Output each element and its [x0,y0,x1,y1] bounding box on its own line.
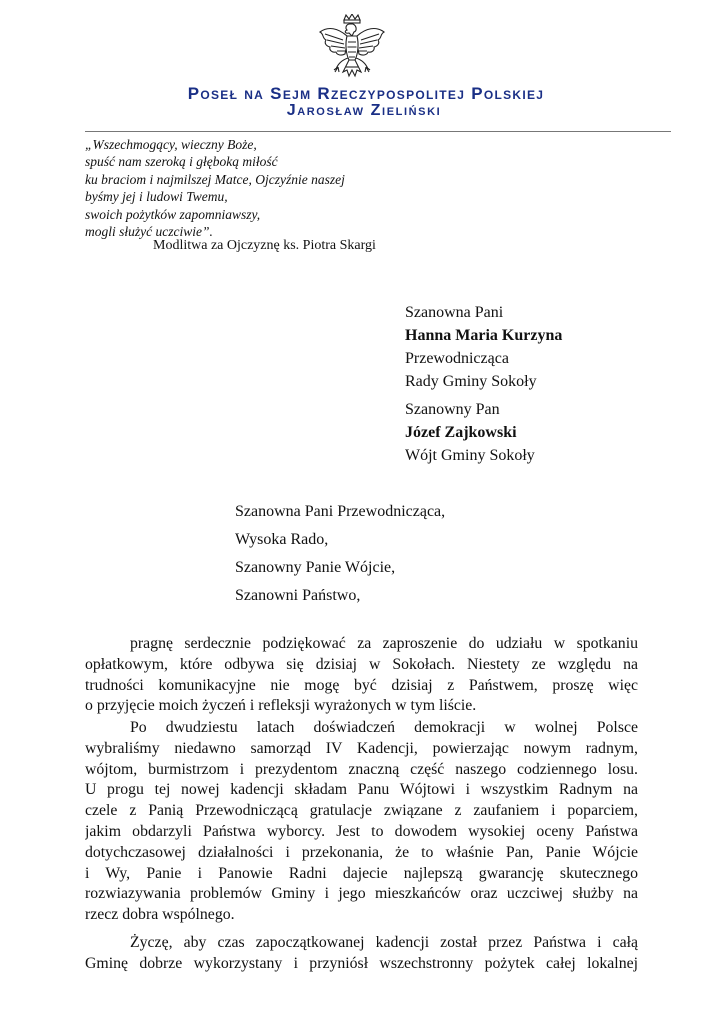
polish-eagle-emblem-icon [316,14,388,84]
paragraph-line: Po dwudziestu latach doświadczeń demokracji w wolnej Polsce [130,719,638,736]
paragraph-line: wójtom, burmistrzom i prezydentom znaczną część naszego codziennego losu. [85,760,638,778]
header-name: Jarosław Zieliński [286,102,442,119]
greeting-line: Szanowny Panie Wójcie, [235,559,396,576]
recipient-name: Hanna Maria Kurzyna [405,327,563,344]
recipient-role: Rady Gminy Sokoły [405,373,537,390]
paragraph-line: pragnę serdecznie podziękować za zaproszenie do udziału w spotkaniu [130,635,638,652]
letter-paragraph [85,634,638,717]
paragraph-line: jakim obdarzyli Państwa wyborcy. Jest to dowodem wysokiej oceny Państwa [85,822,638,840]
paragraph-line: o przyjęcie moich życzeń i refleksji wyrażonych w tym liście. [85,697,477,715]
paragraph-line: rzecz dobra wspólnego. [85,906,235,924]
quote-attribution: Modlitwa za Ojczyznę ks. Piotra Skargi [153,238,376,253]
greeting-line: Szanowni Państwo, [235,587,361,604]
paragraph-line: Gminę dobrze wykorzystany i przyniósł wszechstronny pożytek całej lokalnej [85,954,638,972]
paragraph-line: U progu tej nowej kadencji składam Panu Wójtowi i wszystkim Radnym na [85,781,638,799]
recipient-role: Wójt Gminy Sokoły [405,447,535,464]
quote-line: byśmy jej i ludowi Twemu, [85,189,228,205]
letter-paragraph [85,718,638,926]
header-divider [85,131,671,132]
quote-line: ku braciom i najmilszej Matce, Ojczyźnie naszej [85,171,345,187]
paragraph-line: czele z Panią Przewodniczącą gratulacje związane z zaufaniem i poparciem, [85,802,638,820]
recipient-block [405,301,562,393]
recipient-role: Przewodnicząca [405,350,509,367]
recipient-block [405,398,535,467]
paragraph-line: trudności komunikacyjne nie mogę być dzisiaj z Państwem, proszę więc [85,676,638,694]
greeting-line: Wysoka Rado, [235,531,329,548]
quote-line: swoich pożytków zapomniawszy, [85,206,261,222]
recipient-salutation: Szanowny Pan [405,401,500,418]
paragraph-line: Życzę, aby czas zapoczątkowanej kadencji został przez Państwa i całą [130,934,638,951]
paragraph-line: dotychczasowej działalności i przekonania, że to właśnie Pan, Panie Wójcie [85,843,638,861]
recipient-name: Józef Zajkowski [405,424,517,441]
paragraph-line: rozwiazywania problemów Gminy i jego mieszkańców oraz uczciwej służby na [85,885,638,903]
quote-line: „Wszechmogący, wieczny Boże, [85,137,257,152]
quote-line: spuść nam szeroką i głęboką miłość [85,154,278,170]
quote-line: mogli służyć uczciwie”. [85,224,213,240]
prayer-quote [85,136,345,240]
letter-paragraph [85,933,638,975]
recipient-salutation: Szanowna Pani [405,304,504,321]
greeting-line: Szanowna Pani Przewodnicząca, [235,503,446,520]
paragraph-line: i Wy, Panie i Panowie Radni dajecie najlepszą gwarancję skutecznego [85,864,638,882]
header-title: Poseł na Sejm Rzeczypospolitej Polskiej [187,84,545,103]
paragraph-line: opłatkowym, które odbywa się dzisiaj w Sokołach. Niestety ze względu na [85,655,638,673]
greetings-block [235,498,445,610]
paragraph-line: wybraliśmy niedawno samorząd IV Kadencji, powierzając nowym radnym, [85,739,638,757]
